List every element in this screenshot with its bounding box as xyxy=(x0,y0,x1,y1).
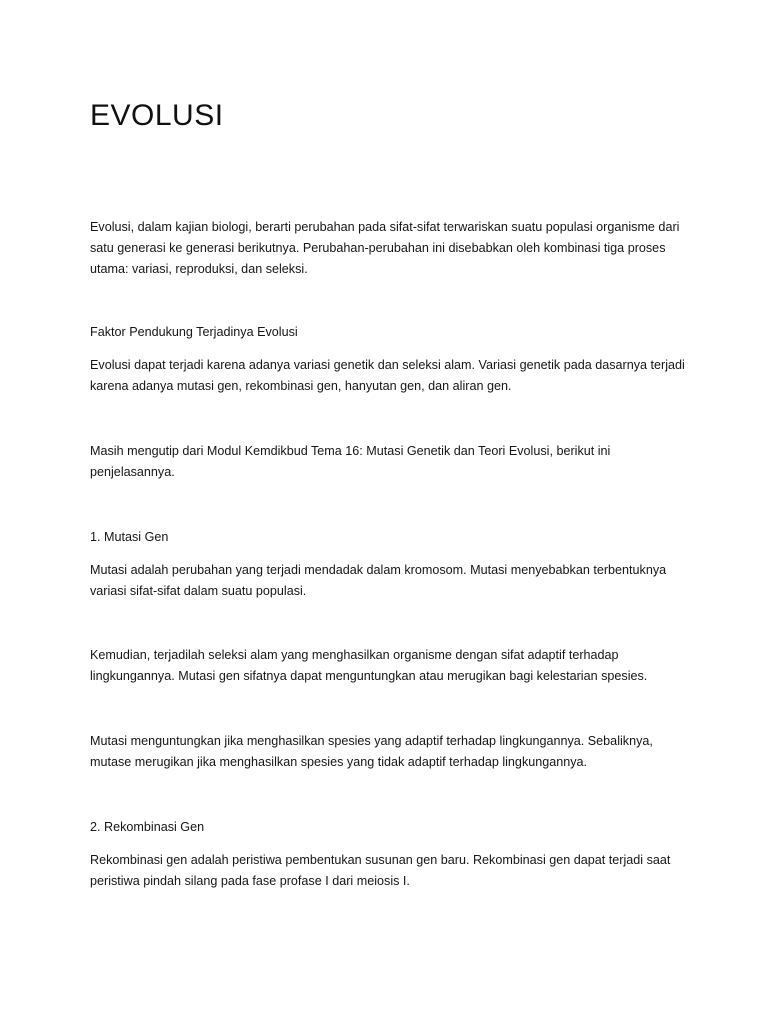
section-heading-mutasi-gen: 1. Mutasi Gen xyxy=(90,530,169,544)
paragraph-kutipan: Masih mengutip dari Modul Kemdikbud Tema 16: Mutasi Genetik dan Teori Evolusi, berikut ini penjelasannya. xyxy=(90,444,611,479)
section-heading-rekombinasi-gen: 2. Rekombinasi Gen xyxy=(90,820,205,834)
paragraph-mutasi-2: Kemudian, terjadilah seleksi alam yang menghasilkan organisme dengan sifat adaptif terhadap lingkungannya. Mutasi gen sifatnya dapat menguntungkan atau merugikan bagi kelestarian spesies. xyxy=(90,648,648,683)
paragraph-mutasi-1: Mutasi adalah perubahan yang terjadi mendadak dalam kromosom. Mutasi menyebabkan terbentuknya variasi sifat-sifat dalam suatu populasi. xyxy=(90,563,667,598)
document-title: EVOLUSI xyxy=(90,99,224,132)
section-heading-faktor: Faktor Pendukung Terjadinya Evolusi xyxy=(90,325,298,339)
paragraph-faktor: Evolusi dapat terjadi karena adanya variasi genetik dan seleksi alam. Variasi genetik pada dasarnya terjadi karena adanya mutasi gen, rekombinasi gen, hanyutan gen, dan aliran gen. xyxy=(90,358,685,393)
paragraph-intro: Evolusi, dalam kajian biologi, berarti perubahan pada sifat-sifat terwariskan suatu populasi organisme dari satu generasi ke generasi berikutnya. Perubahan-perubahan ini disebabkan oleh kombinasi tiga proses utama: variasi, reproduksi, dan seleksi. xyxy=(90,220,680,276)
paragraph-mutasi-3: Mutasi menguntungkan jika menghasilkan spesies yang adaptif terhadap lingkungannya. Sebaliknya, mutase merugikan jika menghasilkan spesies yang tidak adaptif terhadap lingkungannya. xyxy=(90,734,653,769)
paragraph-rekombinasi-1: Rekombinasi gen adalah peristiwa pembentukan susunan gen baru. Rekombinasi gen dapat terjadi saat peristiwa pindah silang pada fase profase I dari meiosis I. xyxy=(90,853,671,888)
